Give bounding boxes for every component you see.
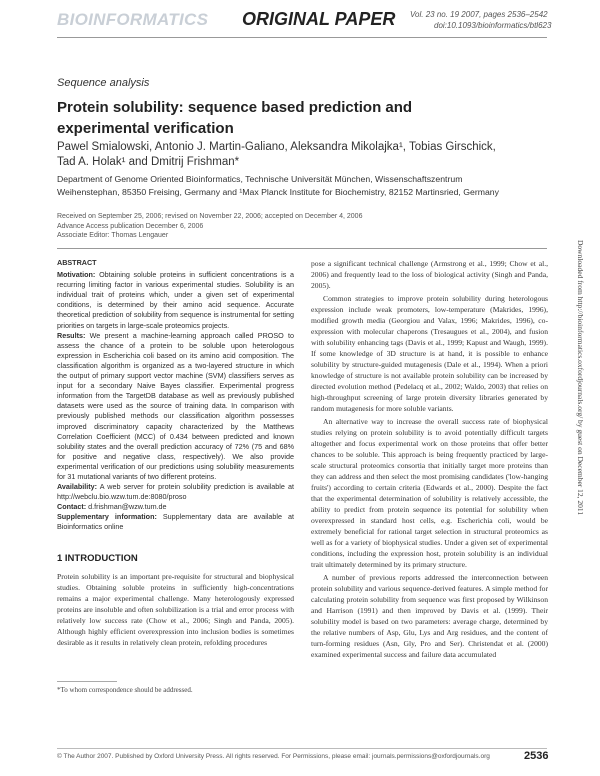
- advance-access: Advance Access publication December 6, 2006: [57, 222, 204, 230]
- supplementary-text: Supplementary data are available at Bioinformatics online: [57, 512, 295, 532]
- availability-label: Availability:: [57, 482, 98, 492]
- abstract: [57, 258, 294, 533]
- paragraph: Common strategies to improve protein solubility during heterologous expression include weak promoters, low-temperature (Makrides, 1996), modified growth media (Georgiou and Valax, 1996; Makrides, 1996), co-expression with molecular chaperons (Tresaugues et al., 2004), and fusion with solubility enhancing tags (Davis et al., 1999; Kapust and Waugh, 1999). If some knowledge of 3D structure is at hand, it is possible to enhance solubility by structure-guided mutagenesis (Dale et al., 1994). When a priori knowledge of structure is not available protein solubility can be increased by directed evolution method (Pedelacq et al., 2002; Waldo, 2003) that relies on high-throughput screening of large protein diversity libraries generated by random mutagenesis for more soluble variants.: [311, 294, 548, 413]
- paper-title: Protein solubility: sequence based prediction and experimental verification: [57, 99, 413, 137]
- motivation-label: Motivation:: [57, 270, 96, 280]
- received-dates: Received on September 25, 2006; revised on November 22, 2006; accepted on December 4, 2006: [57, 213, 363, 220]
- contact-email[interactable]: d.frishman@wzw.tum.de: [88, 502, 167, 512]
- volume-line: Vol. 23 no. 19 2007, pages 2536–2542: [410, 10, 548, 19]
- abstract-motivation: [57, 270, 294, 331]
- introduction-text: Protein solubility is an important pre-requisite for structural and biophysical studies. Obtaining soluble proteins in sufficiently high-concentrations remains a major experimental challenge. Many heterologously expressed proteins are insoluble and often solubilization is a trial and error process with relatively low success rate (Chow et al., 2006; Singh and Panda, 2005). Although highly efficient overexpression into inclusion bodies is sometimes desirable as it results in relatively clean protein, refolding procedures: [57, 572, 294, 647]
- footer-rule: [57, 748, 547, 749]
- supplementary-label: Supplementary information:: [57, 512, 157, 522]
- associate-editor: Associate Editor: Thomas Lengauer: [57, 232, 169, 239]
- footnote-rule: [57, 681, 117, 682]
- section-tag: Sequence analysis: [57, 77, 150, 89]
- affiliation: Department of Genome Oriented Bioinformatics, Technische Universität München, Wissenschaftszentrum Weihenstephan, 85350 Freising, Germany and ¹Max Planck Institute for Biochemistry, 82152 Martinsried, Germany: [57, 174, 499, 197]
- paragraph: An alternative way to increase the overall success rate of biophysical studies relying on protein solubility is to avoid potentially difficult targets altogether and focus experimental work on those proteins that offer better chances to be soluble. This approach is being frequently practiced by large-scale structural proteomics consortia that initially target more proteins than they can address and then select the most promising candidates ('low-hanging fruits') according to certain criteria (Edwards et al., 2000). Despite the fact that the experimental determination of solubility is relatively accessible, the ability to predict from protein sequence its potential for solubility when overexpressed in standard host cells, e.g. Escherichia coli, would be extremely beneficial for rational target selection in structural proteomics as well as for a variety of biophysical studies. Under a given set of experimental conditions, including the expression host, protein solubility is an individual trait ultimately determined by its primary structure.: [311, 417, 548, 569]
- volume-info: [410, 9, 551, 31]
- abstract-heading: ABSTRACT: [57, 258, 97, 267]
- contact-label: Contact:: [57, 502, 87, 512]
- abstract-rule: [57, 248, 547, 249]
- availability-text[interactable]: A web server for protein solubility prediction is available at http://webclu.bio.wzw.tum.de:8080/proso: [57, 482, 294, 502]
- header-rule: [57, 37, 547, 38]
- publication-dates: [57, 212, 517, 241]
- download-sidenote: [575, 240, 587, 710]
- page-number: 2536: [524, 750, 549, 762]
- journal-name: BIOINFORMATICS: [57, 10, 209, 29]
- right-column: [311, 258, 548, 662]
- author-list: Pawel Smialowski, Antonio J. Martin-Galiano, Aleksandra Mikolajka¹, Tobias Girschick, Tad A. Holak¹ and Dmitrij Frishman*: [57, 141, 496, 168]
- abstract-availability: [57, 482, 294, 502]
- footnote: *To whom correspondence should be addressed.: [57, 686, 193, 694]
- doi-link[interactable]: doi:10.1093/bioinformatics/btl623: [434, 21, 552, 30]
- results-label: Results:: [57, 330, 86, 340]
- abstract-supplementary: [57, 512, 294, 532]
- abstract-results: [57, 331, 294, 482]
- abstract-contact: [57, 502, 294, 512]
- results-text: We present a machine-learning approach called PROSO to assess the chance of a protein to be soluble upon heterologous expression in Escherichia coli based on its amino acid composition. The classification algorithm is organized as a two-layered structure in which the output of primary support vector machine (SVM) classifiers serves as input for a secondary Naive Bayes classifier. Experimental progress information from the TargetDB database as well as previously published datasets were used as the source of training data. In comparison with previously published methods our classification algorithm possesses improved discriminatory capacity characterized by the Matthews Correlation Coefficient (MCC) of 0.434 between predicted and known solubility states and the overall prediction accuracy of 72% (75 and 68% for positive and negative class, respectively). We also provide experimental verification of our predictions using solubility measurements for 31 mutational variants of two different proteins.: [57, 330, 294, 481]
- motivation-text: Obtaining soluble proteins in sufficient concentrations is a recurring limiting factor in various experimental studies. Solubility is an individual trait of proteins which, under a given set of experimental conditions, is determined by their amino acid sequence. Accurate theoretical prediction of solubility from sequence is instrumental for setting priorities on targets in large-scale proteomics projects.: [57, 270, 295, 330]
- copyright-notice: © The Author 2007. Published by Oxford University Press. All rights reserved. For Permissions, please email: journals.permissions@oxfordjournals.org: [57, 753, 490, 760]
- paragraph: A number of previous reports addressed the interconnection between protein solubility and various sequence-derived features. A simple method for calculating protein solubility from sequence was first proposed by Wilkinson and Harrison (1991) and then improved by Davis et al. (1999). Their solubility model is based on two parameters: average charge, determined by the relative numbers of Asp, Glu, Lys and Arg residues, and the content of turn-forming residues (Asn, Gly, Pro and Ser). Christendat et al. (2000) examined experimental success and failure data accumulated: [311, 573, 548, 659]
- introduction-heading: 1 INTRODUCTION: [57, 553, 138, 564]
- paragraph: pose a significant technical challenge (Armstrong et al., 1999; Chow et al., 2006) and frequently lead to the loss of biological activity (Singh and Panda, 2005).: [311, 259, 548, 290]
- download-sidenote-text[interactable]: Downloaded from http://bioinformatics.oxfordjournals.org/ by guest on December 12, 2011: [576, 240, 585, 516]
- paper-type: ORIGINAL PAPER: [242, 9, 396, 29]
